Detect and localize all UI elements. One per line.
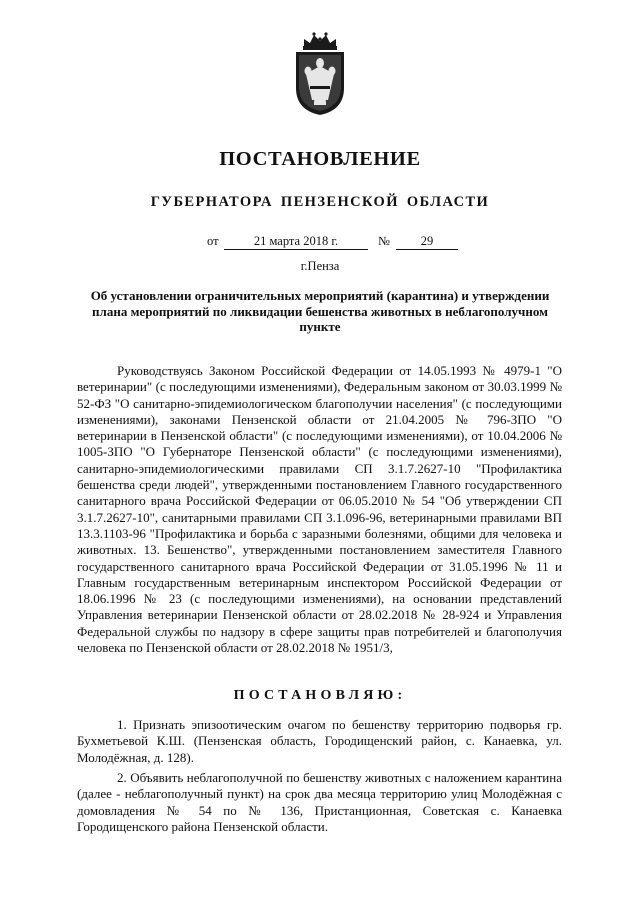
paragraph-2: 2. Объявить неблагополучной по бешенству животных с наложением карантина (далее - неблагополучный пункт) на срок два месяца территорию улиц Молодёжная с домовладения № 54 по № 136, Пристанционная, Советская с. Канаевка Городищенского района Пензенской области. <box>77 770 562 834</box>
number-prefix: № <box>378 234 390 248</box>
decree-word: ПОСТАНОВЛЯЮ: <box>233 688 407 703</box>
intro-paragraph: Руководствуясь Законом Российской Федерации от 14.05.1993 № 4979-1 "О ветеринарии" (с последующими изменениями), Федеральным законом от 30.03.1999 № 52-ФЗ "О санитарно-эпидемиологическом благополучии населения" (с последующими изменениями), законами Пензенской области от 21.04.2005 № 796-ЗПО "О ветеринарии в Пензенской области" (с последующими изменениями), от 10.04.2006 № 1005-ЗПО "О Губернаторе Пензенской области" (с последующими изменениями), санитарно-эпидемиологическими правилами СП 3.1.7.2627-10 "Профилактика бешенства среди людей", утвержденными постановлением Главного государственного санитарного врача Российской Федерации от 06.05.2010 № 54 "Об утверждении СП 3.1.7.2627-10", санитарными правилами СП 3.1.096-96, ветеринарными правилами ВП 13.3.1103-96 "Профилактика и борьба с заразными болезнями, общими для человека и животных. 13. Бешенство", утвержденными постановлением заместителя Главного государственного санитарного врача Российской Федерации от 31.05.1996 № 11 и Главным государственным ветеринарным инспектором Российской Федерации от 18.06.1996 № 23 (с последующими изменениями), на основании представлений Управления ветеринарии Пензенской области от 28.02.2018 № 28-924 и Управления Федеральной службы по надзору в сфере защиты прав потребителей и благополучия человека по Пензенской области от 28.02.2018 № 1951/3, <box>77 363 562 656</box>
date-prefix: от <box>207 234 219 248</box>
paragraph-1: 1. Признать эпизоотическим очагом по бешенству территорию подворья гр. Бухметьевой К.Ш. (Пензенская область, Городищенский район, с. Канаевка, ул. Молодёжная, д. 128). <box>77 717 562 765</box>
penza-coat-of-arms-icon <box>288 30 352 116</box>
number-underline <box>396 249 458 250</box>
number-value: 29 <box>420 234 434 248</box>
document-title: ПОСТАНОВЛЕНИЕ <box>219 148 421 170</box>
date-number-line <box>0 234 640 254</box>
document-heading: Об установлении ограничительных мероприятий (карантина) и утверждении плана мероприятий по ликвидации бешенства животных в неблагополучном пункте <box>90 288 550 334</box>
city-label: г.Пенза <box>300 259 340 273</box>
date-underline <box>224 249 368 250</box>
document-subtitle: ГУБЕРНАТОРА ПЕНЗЕНСКОЙ ОБЛАСТИ <box>150 194 490 210</box>
date-value: 21 марта 2018 г. <box>253 234 339 248</box>
